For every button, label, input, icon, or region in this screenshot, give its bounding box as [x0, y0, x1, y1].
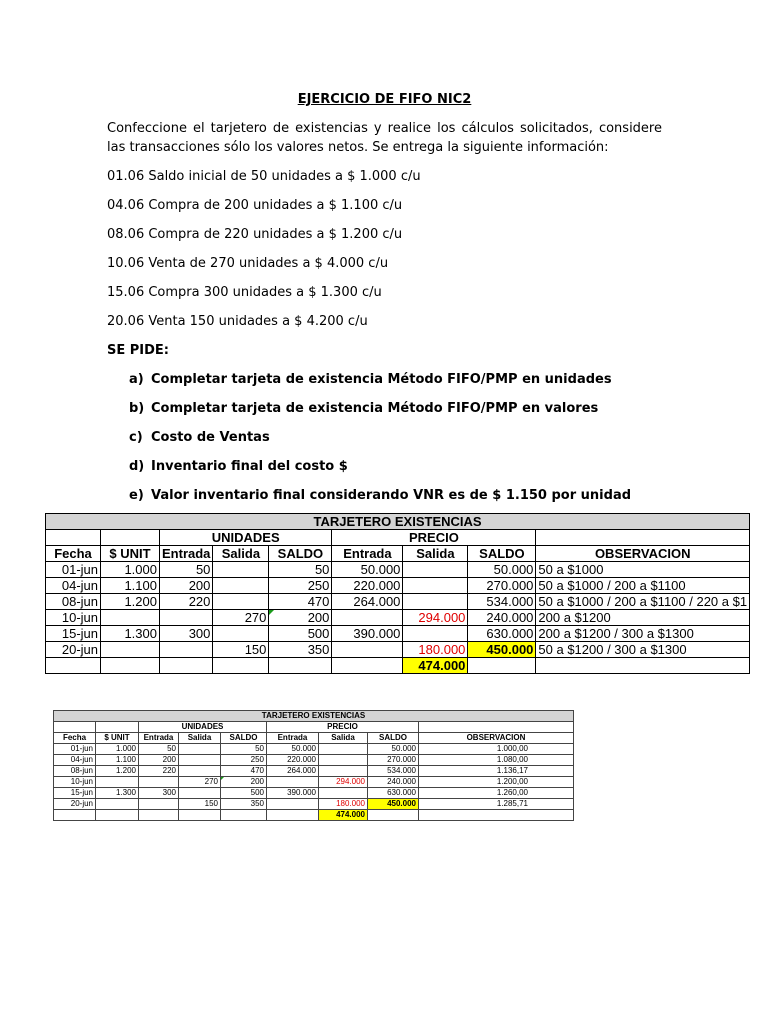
cell-unit[interactable]: [101, 642, 160, 658]
task-item-label: a): [129, 372, 144, 387]
cell-p-salida[interactable]: [319, 744, 368, 755]
table-row: [46, 594, 750, 610]
cell-p-salida[interactable]: [319, 755, 368, 766]
task-item-text: Completar tarjeta de existencia Método FIFO/PMP en unidades: [151, 372, 612, 387]
column-header: Salida: [403, 546, 468, 562]
cell-fecha[interactable]: 15-jun: [54, 788, 96, 799]
task-item-label: e): [129, 488, 144, 503]
cell-u-entrada[interactable]: 200: [160, 578, 213, 594]
table-row: [46, 562, 750, 578]
table-row: [46, 626, 750, 642]
cell-u-salida[interactable]: 270: [179, 777, 221, 788]
cell-fecha[interactable]: 04-jun: [46, 578, 101, 594]
cell-observacion[interactable]: 1.080,00: [419, 755, 574, 766]
task-item-text: Completar tarjeta de existencia Método FIFO/PMP en valores: [151, 401, 599, 416]
cell-p-entrada[interactable]: [332, 642, 403, 658]
task-item-label: c): [129, 430, 143, 445]
table-row: [54, 788, 574, 799]
column-header-row: [54, 733, 574, 744]
cell-p-saldo[interactable]: 50.000: [468, 562, 536, 578]
group-header-precio: PRECIO: [332, 530, 536, 546]
cell-p-saldo[interactable]: 450.000: [368, 799, 419, 810]
cell-fecha[interactable]: 20-jun: [54, 799, 96, 810]
task-item: [107, 399, 662, 418]
cell-unit[interactable]: 1.100: [101, 578, 160, 594]
column-header: Salida: [213, 546, 269, 562]
cell-u-salida[interactable]: 150: [213, 642, 269, 658]
cell-p-saldo[interactable]: 630.000: [468, 626, 536, 642]
cell-p-salida[interactable]: [403, 594, 468, 610]
cell-p-saldo[interactable]: 534.000: [468, 594, 536, 610]
cell-u-saldo[interactable]: 350: [221, 799, 267, 810]
fifo-inventory-table: [45, 513, 750, 674]
cell-p-entrada[interactable]: 50.000: [332, 562, 403, 578]
column-header: SALDO: [468, 546, 536, 562]
cell-u-salida[interactable]: [179, 788, 221, 799]
cell-p-salida[interactable]: [403, 626, 468, 642]
cell-fecha[interactable]: 08-jun: [54, 766, 96, 777]
cell-unit[interactable]: 1.200: [96, 766, 139, 777]
cell-u-saldo[interactable]: 200: [269, 610, 332, 626]
cell-p-salida[interactable]: 180.000: [319, 799, 368, 810]
cell-observacion[interactable]: 1.285,71: [419, 799, 574, 810]
cell-p-saldo[interactable]: 270.000: [368, 755, 419, 766]
column-header: Salida: [319, 733, 368, 744]
cell-observacion[interactable]: 1.260,00: [419, 788, 574, 799]
cell-unit[interactable]: [96, 777, 139, 788]
cell-p-entrada[interactable]: 264.000: [332, 594, 403, 610]
column-header: Entrada: [332, 546, 403, 562]
cell-p-saldo[interactable]: 270.000: [468, 578, 536, 594]
cell-u-entrada[interactable]: [139, 799, 179, 810]
task-item: [107, 486, 662, 505]
table-row: [54, 755, 574, 766]
cell-p-entrada[interactable]: [267, 799, 319, 810]
cell-fecha[interactable]: 15-jun: [46, 626, 101, 642]
cell-p-saldo[interactable]: 50.000: [368, 744, 419, 755]
cell-u-saldo[interactable]: 350: [269, 642, 332, 658]
task-item: [107, 457, 662, 476]
cell-u-salida[interactable]: [213, 562, 269, 578]
cell-u-salida[interactable]: [179, 744, 221, 755]
cell-observacion[interactable]: 1.000,00: [419, 744, 574, 755]
table-row: [54, 766, 574, 777]
cell-fecha[interactable]: 20-jun: [46, 642, 101, 658]
cell-unit[interactable]: 1.300: [96, 788, 139, 799]
intro-paragraph: Confeccione el tarjetero de existencias y realice los cálculos solicitados, considere las transacciones sólo los valores netos. Se entrega la siguiente información:: [107, 121, 662, 155]
cell-unit[interactable]: [96, 799, 139, 810]
cell-u-saldo[interactable]: 500: [221, 788, 267, 799]
cell-p-salida[interactable]: [403, 578, 468, 594]
cell-p-salida[interactable]: 180.000: [403, 642, 468, 658]
column-header: Fecha: [46, 546, 101, 562]
group-header-precio: PRECIO: [267, 722, 419, 733]
cell-unit[interactable]: 1.300: [101, 626, 160, 642]
column-header: OBSERVACION: [536, 546, 750, 562]
table-row: [54, 744, 574, 755]
document-title: EJERCICIO DE FIFO NIC2: [297, 92, 472, 107]
se-pide-heading: SE PIDE:: [107, 343, 170, 358]
cell-unit[interactable]: 1.000: [96, 744, 139, 755]
cell-p-entrada[interactable]: 264.000: [267, 766, 319, 777]
cell-u-saldo[interactable]: 250: [269, 578, 332, 594]
transaction-line: 04.06 Compra de 200 unidades a $ 1.100 c/u: [107, 198, 403, 213]
cell-p-entrada[interactable]: 220.000: [332, 578, 403, 594]
table-title: TARJETERO EXISTENCIAS: [46, 514, 750, 530]
table-title: TARJETERO EXISTENCIAS: [54, 711, 574, 722]
cell-p-entrada[interactable]: 50.000: [267, 744, 319, 755]
cell-unit[interactable]: 1.100: [96, 755, 139, 766]
task-item-label: b): [129, 401, 145, 416]
task-item: [107, 370, 662, 389]
cell-u-saldo[interactable]: 470: [269, 594, 332, 610]
cell-p-salida[interactable]: [319, 766, 368, 777]
task-item-text: Inventario final del costo $: [151, 459, 348, 474]
cell-p-salida[interactable]: [403, 562, 468, 578]
transaction-line: 20.06 Venta 150 unidades a $ 4.200 c/u: [107, 314, 368, 329]
cell-fecha[interactable]: 01-jun: [54, 744, 96, 755]
column-header: Fecha: [54, 733, 96, 744]
document-body: [107, 90, 662, 515]
cell-u-entrada[interactable]: 50: [139, 744, 179, 755]
table-row: [54, 777, 574, 788]
cell-u-salida[interactable]: [179, 766, 221, 777]
cell-p-salida[interactable]: [319, 788, 368, 799]
cell-u-entrada[interactable]: [160, 610, 213, 626]
cell-u-entrada[interactable]: [160, 642, 213, 658]
cell-fecha[interactable]: 10-jun: [54, 777, 96, 788]
column-header: SALDO: [368, 733, 419, 744]
cell-unit[interactable]: 1.200: [101, 594, 160, 610]
column-header: SALDO: [221, 733, 267, 744]
total-salida-cell[interactable]: 474.000: [403, 658, 468, 674]
task-item: [107, 428, 662, 447]
cell-observacion[interactable]: 200 a $1200 / 300 a $1300: [536, 626, 750, 642]
cell-p-entrada[interactable]: [267, 777, 319, 788]
column-header: $ UNIT: [96, 733, 139, 744]
column-header: Entrada: [139, 733, 179, 744]
cell-p-entrada[interactable]: 390.000: [267, 788, 319, 799]
cell-observacion[interactable]: 50 a $1000: [536, 562, 750, 578]
total-salida-cell[interactable]: 474.000: [319, 810, 368, 821]
pmp-inventory-table: [53, 710, 574, 821]
cell-u-entrada[interactable]: 220: [160, 594, 213, 610]
total-row: [46, 658, 750, 674]
cell-u-entrada[interactable]: 200: [139, 755, 179, 766]
cell-observacion[interactable]: 1.136,17: [419, 766, 574, 777]
column-header: $ UNIT: [101, 546, 160, 562]
cell-u-salida[interactable]: [213, 594, 269, 610]
column-header: Entrada: [160, 546, 213, 562]
cell-p-salida[interactable]: 294.000: [319, 777, 368, 788]
transaction-line: 15.06 Compra 300 unidades a $ 1.300 c/u: [107, 285, 382, 300]
cell-p-saldo[interactable]: 240.000: [368, 777, 419, 788]
cell-u-salida[interactable]: 270: [213, 610, 269, 626]
group-header-unidades: UNIDADES: [160, 530, 332, 546]
cell-u-saldo[interactable]: 200: [221, 777, 267, 788]
column-header-row: [46, 546, 750, 562]
cell-p-saldo[interactable]: 240.000: [468, 610, 536, 626]
cell-p-entrada[interactable]: 220.000: [267, 755, 319, 766]
table-row: [46, 610, 750, 626]
cell-p-saldo[interactable]: 534.000: [368, 766, 419, 777]
cell-u-entrada[interactable]: 50: [160, 562, 213, 578]
task-item-text: Valor inventario final considerando VNR es de $ 1.150 por unidad: [151, 488, 632, 503]
column-header: Entrada: [267, 733, 319, 744]
cell-p-saldo[interactable]: 630.000: [368, 788, 419, 799]
cell-u-entrada[interactable]: 300: [160, 626, 213, 642]
cell-fecha[interactable]: 10-jun: [46, 610, 101, 626]
cell-p-salida[interactable]: 294.000: [403, 610, 468, 626]
cell-unit[interactable]: [101, 610, 160, 626]
transaction-line: 08.06 Compra de 220 unidades a $ 1.200 c/u: [107, 227, 403, 242]
cell-u-saldo[interactable]: 500: [269, 626, 332, 642]
task-item-label: d): [129, 459, 145, 474]
cell-observacion[interactable]: 50 a $1000 / 200 a $1100 / 220 a $1: [536, 594, 750, 610]
cell-observacion[interactable]: 50 a $1000 / 200 a $1100: [536, 578, 750, 594]
cell-fecha[interactable]: 08-jun: [46, 594, 101, 610]
cell-p-entrada[interactable]: [332, 610, 403, 626]
cell-u-entrada[interactable]: 300: [139, 788, 179, 799]
cell-u-saldo[interactable]: 250: [221, 755, 267, 766]
column-header: OBSERVACION: [419, 733, 574, 744]
cell-u-salida[interactable]: [213, 626, 269, 642]
cell-fecha[interactable]: 01-jun: [46, 562, 101, 578]
cell-p-saldo[interactable]: 450.000: [468, 642, 536, 658]
cell-u-salida[interactable]: 150: [179, 799, 221, 810]
cell-p-entrada[interactable]: 390.000: [332, 626, 403, 642]
cell-u-salida[interactable]: [179, 755, 221, 766]
cell-unit[interactable]: 1.000: [101, 562, 160, 578]
group-header-unidades: UNIDADES: [139, 722, 267, 733]
cell-u-saldo[interactable]: 470: [221, 766, 267, 777]
column-header: SALDO: [269, 546, 332, 562]
cell-fecha[interactable]: 04-jun: [54, 755, 96, 766]
transaction-line: 01.06 Saldo inicial de 50 unidades a $ 1.000 c/u: [107, 169, 421, 184]
table-row: [46, 578, 750, 594]
table-row: [54, 799, 574, 810]
transaction-line: 10.06 Venta de 270 unidades a $ 4.000 c/u: [107, 256, 389, 271]
cell-u-saldo[interactable]: 50: [269, 562, 332, 578]
cell-u-salida[interactable]: [213, 578, 269, 594]
cell-observacion[interactable]: 1.200,00: [419, 777, 574, 788]
table-row: [46, 642, 750, 658]
cell-observacion[interactable]: 200 a $1200: [536, 610, 750, 626]
cell-u-entrada[interactable]: 220: [139, 766, 179, 777]
cell-u-entrada[interactable]: [139, 777, 179, 788]
task-item-text: Costo de Ventas: [151, 430, 270, 445]
column-header: Salida: [179, 733, 221, 744]
cell-observacion[interactable]: 50 a $1200 / 300 a $1300: [536, 642, 750, 658]
cell-u-saldo[interactable]: 50: [221, 744, 267, 755]
total-row: [54, 810, 574, 821]
